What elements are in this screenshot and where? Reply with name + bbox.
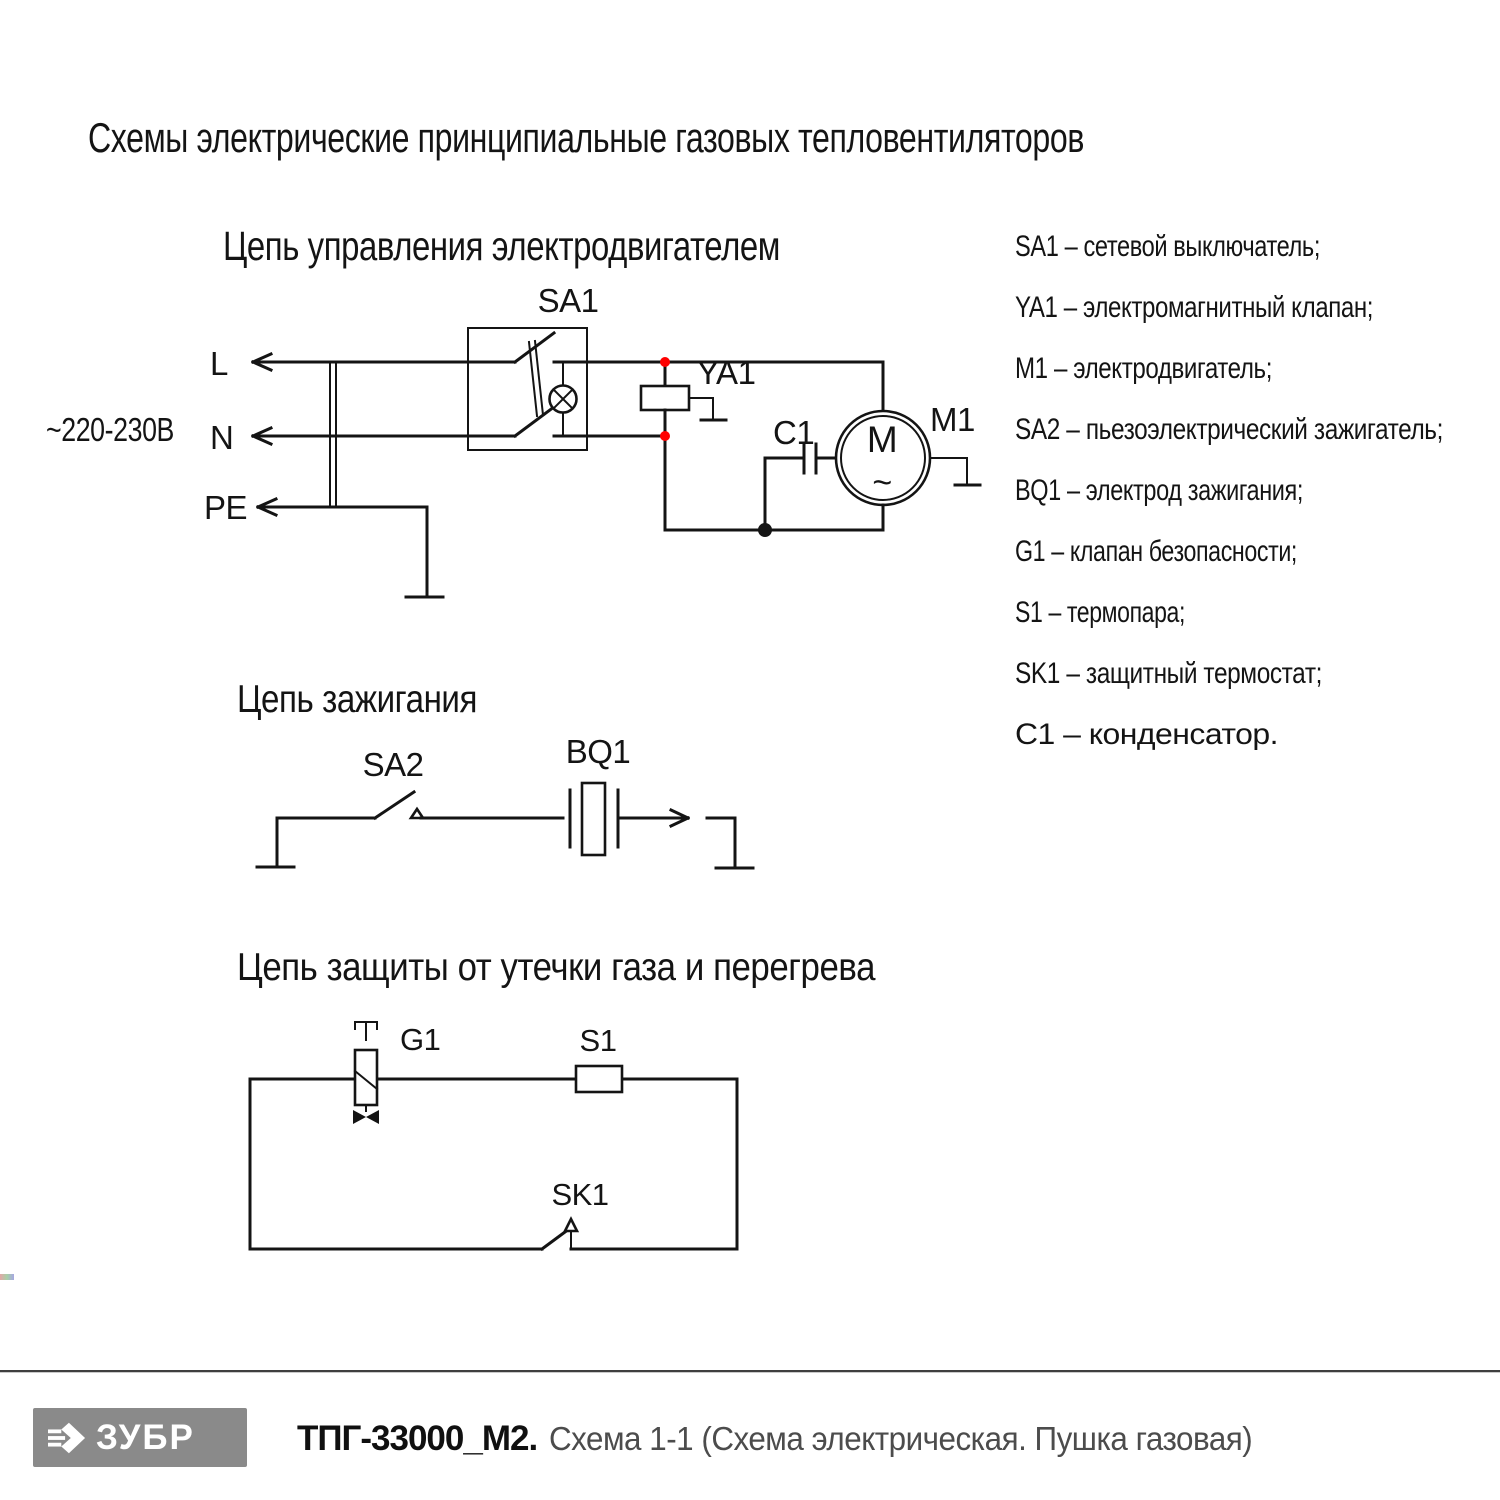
legend-item: SA2 – пьезоэлектрический зажигатель; <box>1015 413 1443 446</box>
legend <box>1015 230 1443 751</box>
footer-separator <box>0 1370 1500 1373</box>
s1-label: S1 <box>579 1023 617 1058</box>
zubr-logo <box>33 1408 247 1467</box>
g1-valve-symbol <box>353 1022 440 1124</box>
footer-caption-line <box>297 1419 1289 1459</box>
m1-motor-symbol <box>836 401 980 530</box>
spark-arrow <box>618 810 688 826</box>
line-l-label: L <box>210 345 228 382</box>
switch-blade <box>515 407 554 436</box>
legend-item: S1 – термопара; <box>1015 596 1185 629</box>
red-node <box>660 357 670 367</box>
protection-circuit <box>237 946 876 1249</box>
ignition-left-ground <box>257 818 294 867</box>
sa2-label: SA2 <box>362 746 424 783</box>
switch-contact-icon <box>565 1219 577 1231</box>
valve-bowtie-icon <box>353 1110 366 1124</box>
valve-body <box>355 1050 377 1105</box>
line-pe-label: PE <box>204 489 248 526</box>
ignition-circuit <box>237 678 753 868</box>
valve-bowtie-icon <box>366 1110 379 1124</box>
sk1-thermostat-symbol <box>542 1177 609 1249</box>
sa1-switch-symbol <box>468 282 598 450</box>
sa1-label: SA1 <box>537 282 599 319</box>
legend-item: YA1 – электромагнитный клапан; <box>1015 291 1373 324</box>
electrode-body <box>582 783 605 855</box>
zubr-arrow-icon <box>48 1421 86 1455</box>
brand-name: ЗУБР <box>96 1418 195 1457</box>
legend-item: M1 – электродвигатель; <box>1015 352 1272 385</box>
pe-wire <box>258 499 443 597</box>
m1-label: M1 <box>930 401 975 438</box>
red-node <box>660 431 670 441</box>
legend-item: BQ1 – электрод зажигания; <box>1015 474 1303 507</box>
ignition-circuit-heading: Цепь зажигания <box>237 678 477 721</box>
ya1-coil-box <box>641 386 689 410</box>
legend-item: G1 – клапан безопасности; <box>1015 535 1297 568</box>
ya1-valve-symbol <box>641 354 755 530</box>
legend-item: C1 – конденсатор. <box>1015 718 1278 751</box>
c1-label: C1 <box>773 414 815 451</box>
ignition-right-ground <box>707 818 753 868</box>
c1-capacitor-symbol <box>765 414 836 530</box>
sk1-label: SK1 <box>551 1177 609 1212</box>
legend-item: SK1 – защитный термостат; <box>1015 657 1322 690</box>
n-wire <box>253 428 515 444</box>
scheme-caption: Схема 1-1 (Схема электрическая. Пушка газовая) <box>549 1420 1253 1457</box>
render-artifact <box>0 1274 14 1280</box>
voltage-label: ~220-230В <box>46 411 174 448</box>
control-circuit <box>46 223 980 597</box>
switch-blade <box>515 333 554 362</box>
line-n-label: N <box>210 419 234 456</box>
motor-letter: M <box>866 419 898 460</box>
ya1-label: YA1 <box>697 354 756 391</box>
protection-circuit-heading: Цепь защиты от утечки газа и перегрева <box>237 946 876 989</box>
motor-ac-wave: ~ <box>872 464 892 502</box>
page-title: Схемы электрические принципиальные газовых тепловентиляторов <box>88 114 1084 161</box>
sa2-switch-symbol <box>375 792 423 818</box>
legend-item: SA1 – сетевой выключатель; <box>1015 230 1320 263</box>
control-circuit-heading: Цепь управления электродвигателем <box>223 223 780 269</box>
thermocouple-body <box>576 1066 622 1092</box>
s1-thermocouple-symbol <box>576 1023 622 1092</box>
bq1-label: BQ1 <box>565 733 631 770</box>
switch-blade <box>375 792 414 818</box>
g1-label: G1 <box>400 1022 441 1057</box>
l-wire <box>253 354 515 370</box>
model-number: ТПГ-33000_М2. <box>297 1419 538 1458</box>
bq1-electrode-symbol <box>570 783 618 855</box>
